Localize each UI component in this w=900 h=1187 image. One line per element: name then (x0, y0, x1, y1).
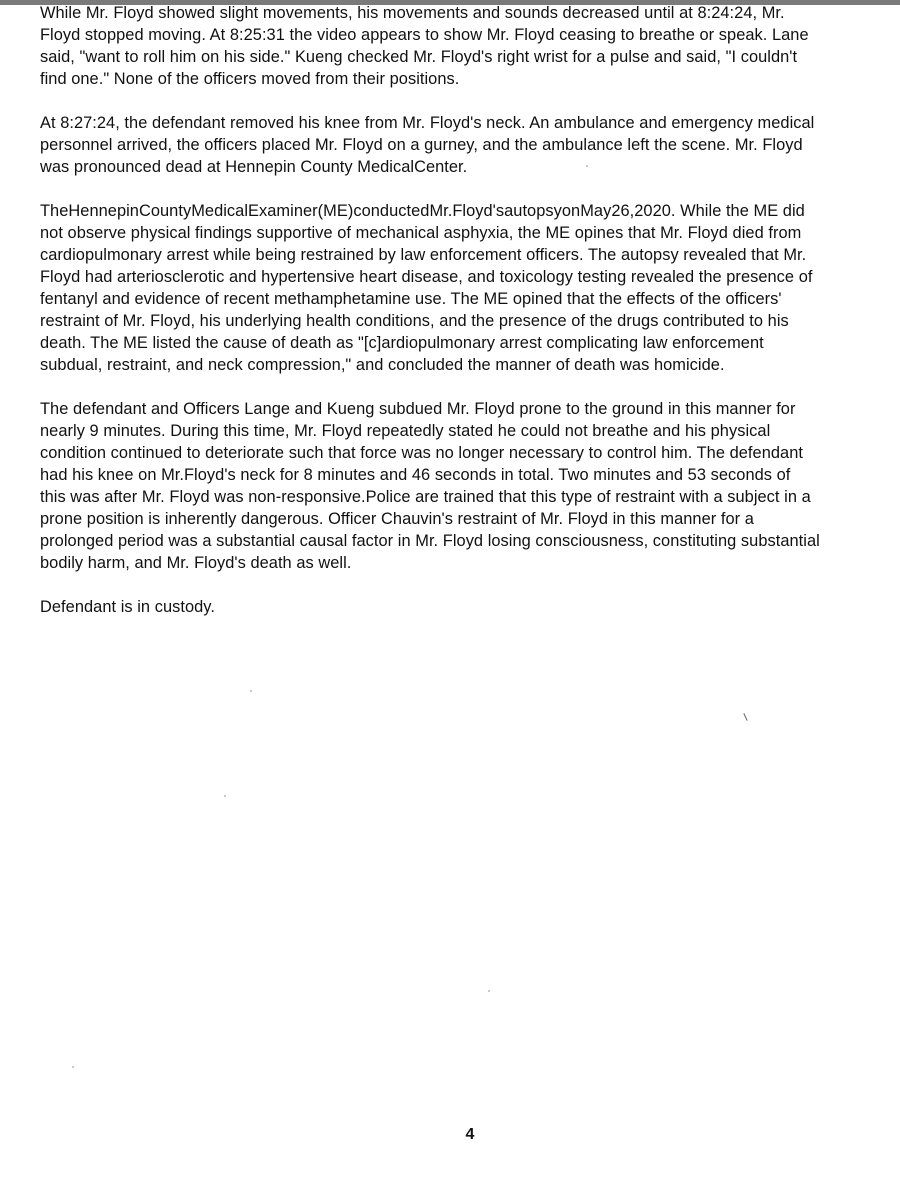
text-line: nearly 9 minutes. During this time, Mr. Floyd repeatedly stated he could not breathe and his physical (40, 422, 771, 440)
text-line: this was after Mr. Floyd was non-responsive.Police are trained that this type of restraint with a subject in a (40, 488, 811, 506)
scan-speck (488, 990, 490, 992)
text-line: The defendant and Officers Lange and Kueng subdued Mr. Floyd prone to the ground in this manner for (40, 400, 796, 418)
text-line: not observe physical findings supportive of mechanical asphyxia, the ME opines that Mr. Floyd died from (40, 224, 802, 242)
paragraph-custody (40, 596, 900, 618)
text-line: Floyd had arteriosclerotic and hypertensive heart disease, and toxicology testing revealed the presence of (40, 268, 813, 286)
text-line: condition continued to deteriorate such that force was no longer necessary to control him. The defendant (40, 444, 803, 462)
scan-speck (586, 165, 588, 167)
page-number: 4 (465, 1126, 475, 1143)
text-line: While Mr. Floyd showed slight movements, his movements and sounds decreased until at 8:24:24, Mr. (40, 4, 785, 22)
text-line: was pronounced dead at Hennepin County MedicalCenter. (40, 158, 468, 176)
text-line: fentanyl and evidence of recent methamphetamine use. The ME opined that the effects of the officers' (40, 290, 782, 308)
text-line: bodily harm, and Mr. Floyd's death as well. (40, 554, 352, 572)
scan-speck (72, 1066, 74, 1068)
text-line: Defendant is in custody. (40, 598, 215, 616)
scan-speck (224, 795, 226, 797)
text-line: prone position is inherently dangerous. Officer Chauvin's restraint of Mr. Floyd in this manner for a (40, 510, 754, 528)
paragraph-medical-examiner (40, 200, 900, 376)
text-line: death. The ME listed the cause of death as "[c]ardiopulmonary arrest complicating law enforcement (40, 334, 764, 352)
text-line: said, "want to roll him on his side." Kueng checked Mr. Floyd's right wrist for a pulse and said, "I couldn't (40, 48, 798, 66)
scan-mark (743, 713, 747, 721)
text-line: had his knee on Mr.Floyd's neck for 8 minutes and 46 seconds in total. Two minutes and 53 seconds of (40, 466, 791, 484)
text-line: restraint of Mr. Floyd, his underlying health conditions, and the presence of the drugs contributed to his (40, 312, 789, 330)
paragraph-floyd-stopped-moving (40, 2, 900, 90)
text-line: find one." None of the officers moved from their positions. (40, 70, 460, 88)
text-line: At 8:27:24, the defendant removed his knee from Mr. Floyd's neck. An ambulance and emergency medical (40, 114, 815, 132)
text-line: cardiopulmonary arrest while being restrained by law enforcement officers. The autopsy revealed that Mr. (40, 246, 807, 264)
paragraph-restraint-duration (40, 398, 900, 574)
text-line: prolonged period was a substantial causal factor in Mr. Floyd losing consciousness, constituting substantial (40, 532, 820, 550)
text-line: subdual, restraint, and neck compression," and concluded the manner of death was homicide. (40, 356, 725, 374)
text-line: personnel arrived, the officers placed Mr. Floyd on a gurney, and the ambulance left the scene. Mr. Floyd (40, 136, 803, 154)
text-line: TheHennepinCountyMedicalExaminer(ME)conductedMr.Floyd'sautopsyonMay26,2020. While the ME did (40, 202, 805, 220)
paragraph-knee-removed (40, 112, 900, 178)
text-line: Floyd stopped moving. At 8:25:31 the video appears to show Mr. Floyd ceasing to breathe or speak. Lane (40, 26, 809, 44)
document-body (40, 2, 900, 640)
scan-speck (250, 690, 252, 692)
